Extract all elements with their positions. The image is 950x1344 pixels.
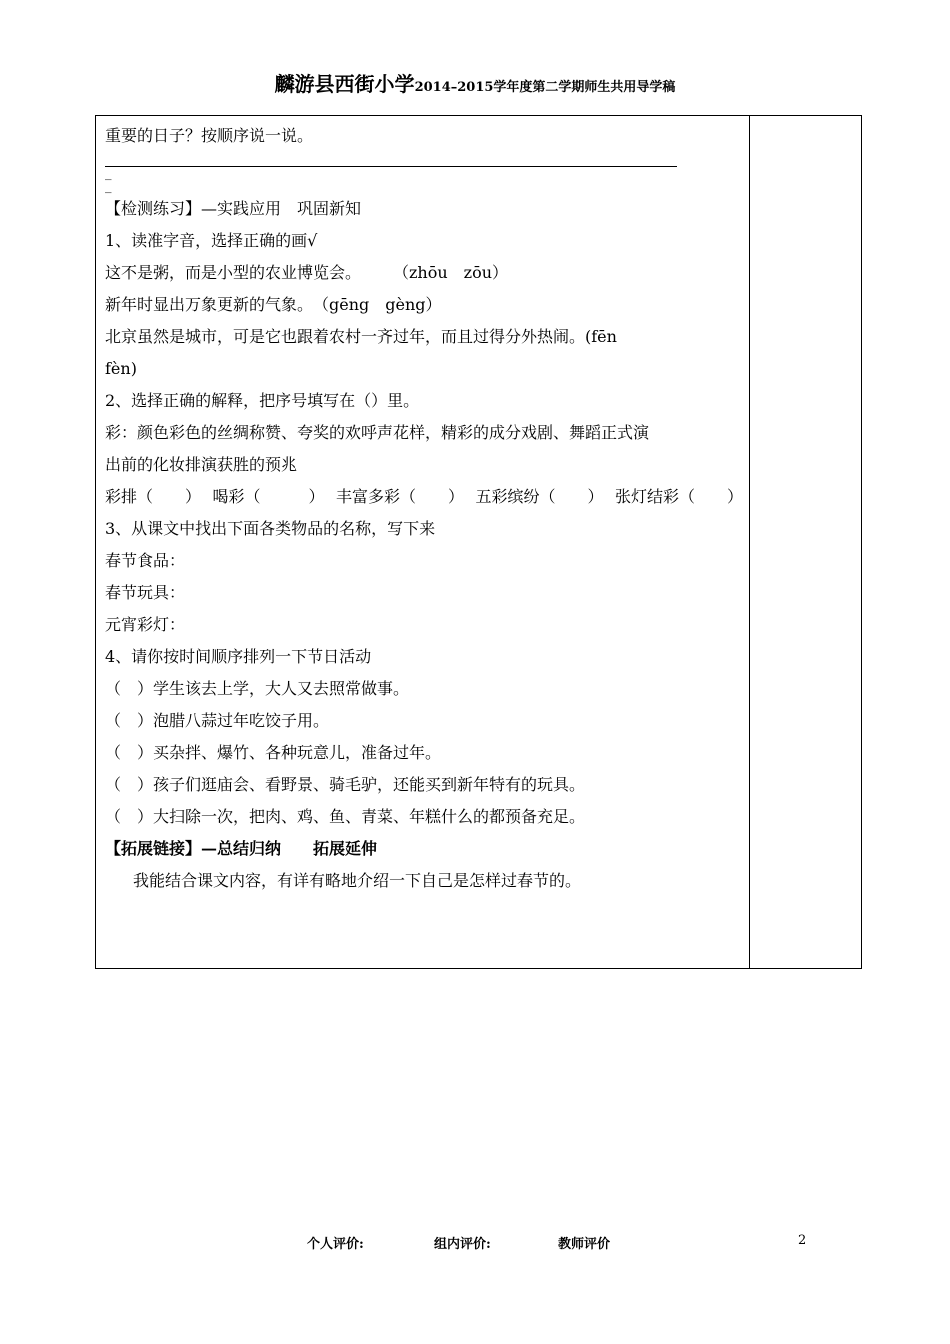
- question-2-items: [105, 481, 743, 513]
- question-3-item: 春节食品：: [105, 551, 186, 570]
- question-4: 4、请你按时间顺序排列一下节日活动: [105, 647, 372, 666]
- header-subtitle: 2014–2015学年度第二学期师生共用导学稿: [414, 80, 676, 95]
- question-3-item: 元宵彩灯：: [105, 615, 186, 634]
- question-2-definition: 彩：颜色彩色的丝绸称赞、夸奖的欢呼声花样，精彩的成分戏剧、舞蹈正式演: [105, 423, 650, 442]
- intro-line: 重要的日子？按顺序说一说。: [105, 126, 314, 145]
- dash-mark: _: [105, 179, 112, 194]
- activity-item: （ ）买杂拌、爆竹、各种玩意儿，准备过年。: [105, 743, 442, 762]
- group-evaluation-label: 组内评价:: [434, 1237, 491, 1252]
- word-item: 丰富多彩（ ）: [335, 487, 464, 506]
- question-1: 1、读准字音，选择正确的画√: [105, 231, 318, 250]
- personal-evaluation-label: 个人评价:: [307, 1237, 364, 1252]
- worksheet-content: [105, 120, 743, 897]
- word-item: 喝彩（ ）: [212, 487, 325, 506]
- word-item: 五彩缤纷（ ）: [475, 487, 604, 506]
- page-header: [0, 68, 950, 97]
- closing-prompt: 我能结合课文内容，有详有略地介绍一下自己是怎样过春节的。: [133, 871, 582, 890]
- column-divider: [749, 116, 750, 968]
- page-number: 2: [798, 1233, 807, 1248]
- dash-mark: _: [105, 166, 112, 181]
- question-3: 3、从课文中找出下面各类物品的名称，写下来: [105, 519, 436, 538]
- question-2: 2、选择正确的解释，把序号填写在（）里。: [105, 391, 420, 410]
- question-3-item: 春节玩具：: [105, 583, 186, 602]
- section-title-extension: 【拓展链接】—总结归纳 拓展延伸: [105, 839, 378, 858]
- question-1-sentence: 新年时显出万象更新的气象。 （gēng gèng）: [105, 295, 442, 314]
- question-1-sentence: 这不是粥，而是小型的农业博览会。 （zhōu zōu）: [105, 263, 509, 282]
- question-2-definition-cont: 出前的化妆排演获胜的预兆: [105, 455, 298, 474]
- activity-item: （ ）大扫除一次，把肉、鸡、鱼、青菜、年糕什么的都预备充足。: [105, 807, 586, 826]
- activity-item: （ ）泡腊八蒜过年吃饺子用。: [105, 711, 330, 730]
- activity-item: （ ）孩子们逛庙会、看野景、骑毛驴，还能买到新年特有的玩具。: [105, 775, 586, 794]
- word-item: 彩排（ ）: [105, 487, 202, 506]
- question-1-sentence-cont: fèn): [105, 359, 137, 378]
- school-name: 麟游县西街小学: [274, 72, 415, 96]
- question-1-sentence: 北京虽然是城市，可是它也跟着农村一齐过年，而且过得分外热闹。(fēn: [105, 327, 617, 346]
- worksheet-table: [95, 115, 862, 969]
- word-item: 张灯结彩（ ）: [614, 487, 743, 506]
- activity-item: （ ）学生该去上学，大人又去照常做事。: [105, 679, 410, 698]
- section-title-practice: 【检测练习】—实践应用 巩固新知: [105, 199, 362, 218]
- teacher-evaluation-label: 教师评价: [558, 1237, 611, 1252]
- answer-line: [105, 152, 677, 167]
